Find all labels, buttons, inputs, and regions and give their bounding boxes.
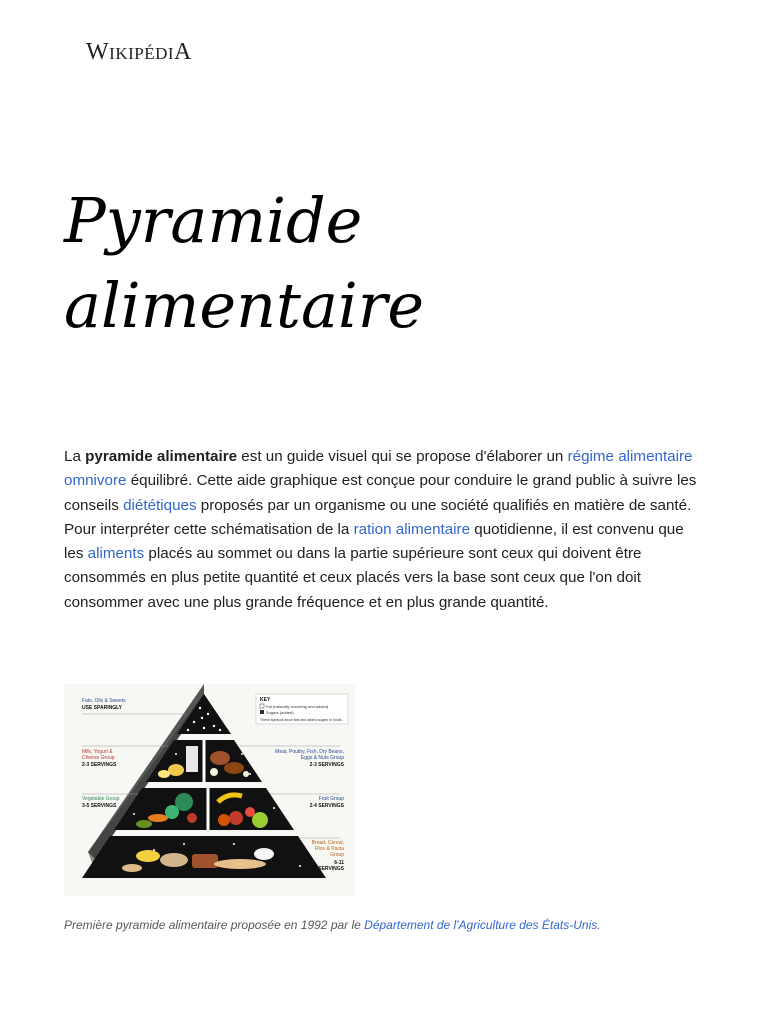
label-bread-servings-1: 6-11 [334, 860, 344, 866]
link-dietetiques[interactable]: diététiques [123, 496, 197, 514]
key-fat: Fat (naturally occurring and added) [266, 704, 329, 709]
label-bread-servings-2: SERVINGS [318, 866, 344, 872]
wikipedia-wordmark[interactable] [86, 39, 192, 66]
wordmark-letter-w: W [86, 39, 110, 65]
label-fats-servings: USE SPARINGLY [82, 705, 123, 711]
food-pyramid-illustration [64, 684, 355, 896]
link-ration-alimentaire[interactable]: ration alimentaire [353, 520, 471, 538]
intro-text-6: placés au sommet ou dans la partie supérieure sont ceux qui doivent être consommés en plus petite quantité et ceux placés vers la base sont ceux que l'on doit consommer avec une plus grande fréquence et en plus grande quantité. [64, 545, 642, 611]
food-pyramid-image[interactable] [64, 684, 355, 896]
intro-text-5: quotidienne, il est convenu que les [64, 520, 684, 563]
label-fruit-group: Fruit Group [318, 796, 344, 802]
label-meat-group-1: Meat, Poultry, Fish, Dry Beans, [275, 749, 344, 755]
page-title [64, 178, 704, 348]
page-title-line1: Pyramide [64, 184, 363, 257]
caption-text-2: . [597, 918, 601, 932]
label-bread-group-2: Rice & Pasta [315, 846, 344, 852]
intro-paragraph [64, 445, 704, 615]
intro-bold-term: pyramide alimentaire [85, 448, 238, 465]
link-usda[interactable]: Département de l'Agriculture des États-Unis [364, 918, 598, 932]
wordmark-letter-a: A [174, 39, 192, 65]
label-fats-group: Fats, Oils & Sweets [82, 698, 126, 704]
label-milk-servings: 2-3 SERVINGS [82, 762, 117, 768]
label-meat-servings: 2-3 SERVINGS [309, 762, 344, 768]
link-aliments[interactable]: aliments [87, 545, 145, 563]
page-title-line2: alimentaire [64, 269, 425, 342]
label-bread-group-3: Group [330, 852, 344, 858]
label-meat-group-2: Eggs & Nuts Group [300, 755, 344, 761]
label-milk-group-1: Milk, Yogurt & [82, 749, 113, 755]
label-vegetable-servings: 3-5 SERVINGS [82, 803, 117, 809]
label-bread-group-1: Bread, Cereal, [311, 840, 344, 846]
key-title: KEY [260, 697, 271, 703]
intro-text-2: est un guide visuel qui se propose d'élaborer un [237, 448, 568, 465]
key-sugar: Sugars (added) [266, 710, 294, 715]
figure-caption [64, 917, 704, 933]
label-vegetable-group: Vegetable Group [82, 796, 120, 802]
key-note: These symbols show fats and added sugars in foods. [260, 718, 343, 722]
label-milk-group-2: Cheese Group [82, 755, 115, 761]
caption-text-1: Première pyramide alimentaire proposée en 1992 par le [64, 918, 365, 932]
intro-text-4: proposés par un organisme ou une société qualifiés en matière de santé. Pour interpréter cette schématisation de la [64, 496, 692, 538]
key-sugar-symbol [260, 710, 264, 714]
label-fruit-servings: 2-4 SERVINGS [309, 803, 344, 809]
intro-text-3: équilibré. Cette aide graphique est conçue pour conduire le grand public à suivre les conseils [64, 472, 697, 514]
intro-text-1: La [64, 448, 86, 465]
link-regime-alimentaire[interactable]: régime alimentaire omnivore [64, 448, 693, 490]
wordmark-letters-middle: IKIPÉDI [109, 44, 175, 63]
